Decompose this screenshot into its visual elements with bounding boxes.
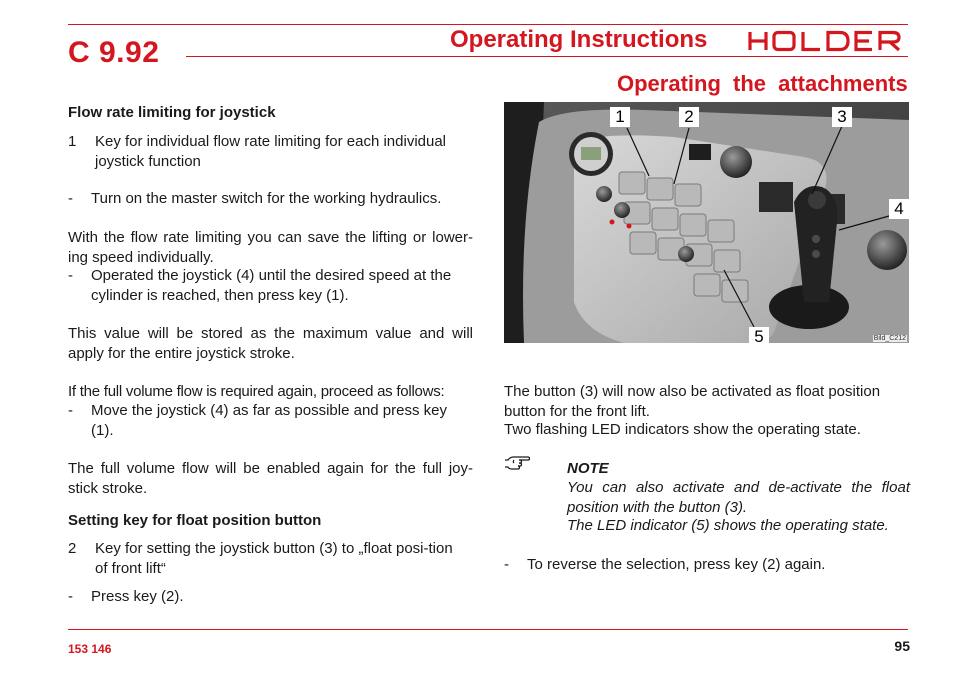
holder-logo: [748, 30, 902, 52]
footer-rule: [68, 629, 908, 630]
heading-float-position: Setting key for float position button: [68, 512, 322, 529]
step-dash: -: [68, 190, 73, 207]
step-dash: -: [68, 267, 73, 284]
page-subtitle: Operating the attachments: [617, 71, 908, 96]
item-number: 2: [68, 540, 77, 557]
note-label: NOTE: [567, 460, 609, 477]
callout-label: 5: [749, 327, 769, 343]
pointing-hand-icon: [504, 454, 530, 472]
control-panel-illustration: [504, 102, 909, 343]
document-number: 153 146: [68, 642, 112, 656]
paragraph: This value will be stored as the maximum value and will apply for the entire joystick stroke.: [68, 325, 473, 362]
step-text: Operated the joystick (4) until the desired speed at the cylinder is reached, then press key (1).: [91, 267, 452, 304]
note-text: The LED indicator (5) shows the operating state.: [567, 517, 889, 534]
callout-label: 4: [889, 199, 909, 219]
paragraph: The button (3) will now also be activated as float position button for the front lift.: [504, 383, 881, 420]
note-text: You can also activate and de-activate the float position with the button (3).: [567, 479, 910, 516]
step-text: Turn on the master switch for the working hydraulics.: [91, 190, 442, 207]
item-number: 1: [68, 133, 77, 150]
header-bottom-rule: [186, 56, 908, 57]
step-dash: -: [68, 402, 73, 419]
item-text: Key for setting the joystick button (3) to „float posi-tion of front lift“: [95, 540, 453, 577]
heading-flow-rate: Flow rate limiting for joystick: [68, 104, 276, 121]
step-text: Press key (2).: [91, 588, 184, 605]
callout-label: 3: [832, 107, 852, 127]
item-text: Key for individual flow rate limiting for each individual joystick function: [95, 133, 447, 170]
paragraph: The full volume flow will be enabled again for the full joy-stick stroke.: [68, 460, 473, 497]
header-title: Operating Instructions: [450, 26, 708, 53]
step-text: To reverse the selection, press key (2) again.: [527, 556, 826, 573]
paragraph: If the full volume flow is required again, proceed as follows:: [68, 383, 445, 400]
callout-label: 1: [610, 107, 630, 127]
figure-caption: Bild_C212: [873, 335, 906, 342]
paragraph: Two flashing LED indicators show the operating state.: [504, 421, 861, 438]
step-dash: -: [68, 588, 73, 605]
header-top-rule: [68, 24, 908, 25]
callout-label: 2: [679, 107, 699, 127]
page-number: 95: [894, 638, 910, 654]
step-dash: -: [504, 556, 509, 573]
paragraph: With the flow rate limiting you can save the lifting or lower-ing speed individually.: [68, 229, 473, 266]
step-text: Move the joystick (4) as far as possible and press key (1).: [91, 402, 447, 439]
section-code: C 9.92: [68, 36, 160, 69]
control-panel-photo: [504, 102, 909, 343]
